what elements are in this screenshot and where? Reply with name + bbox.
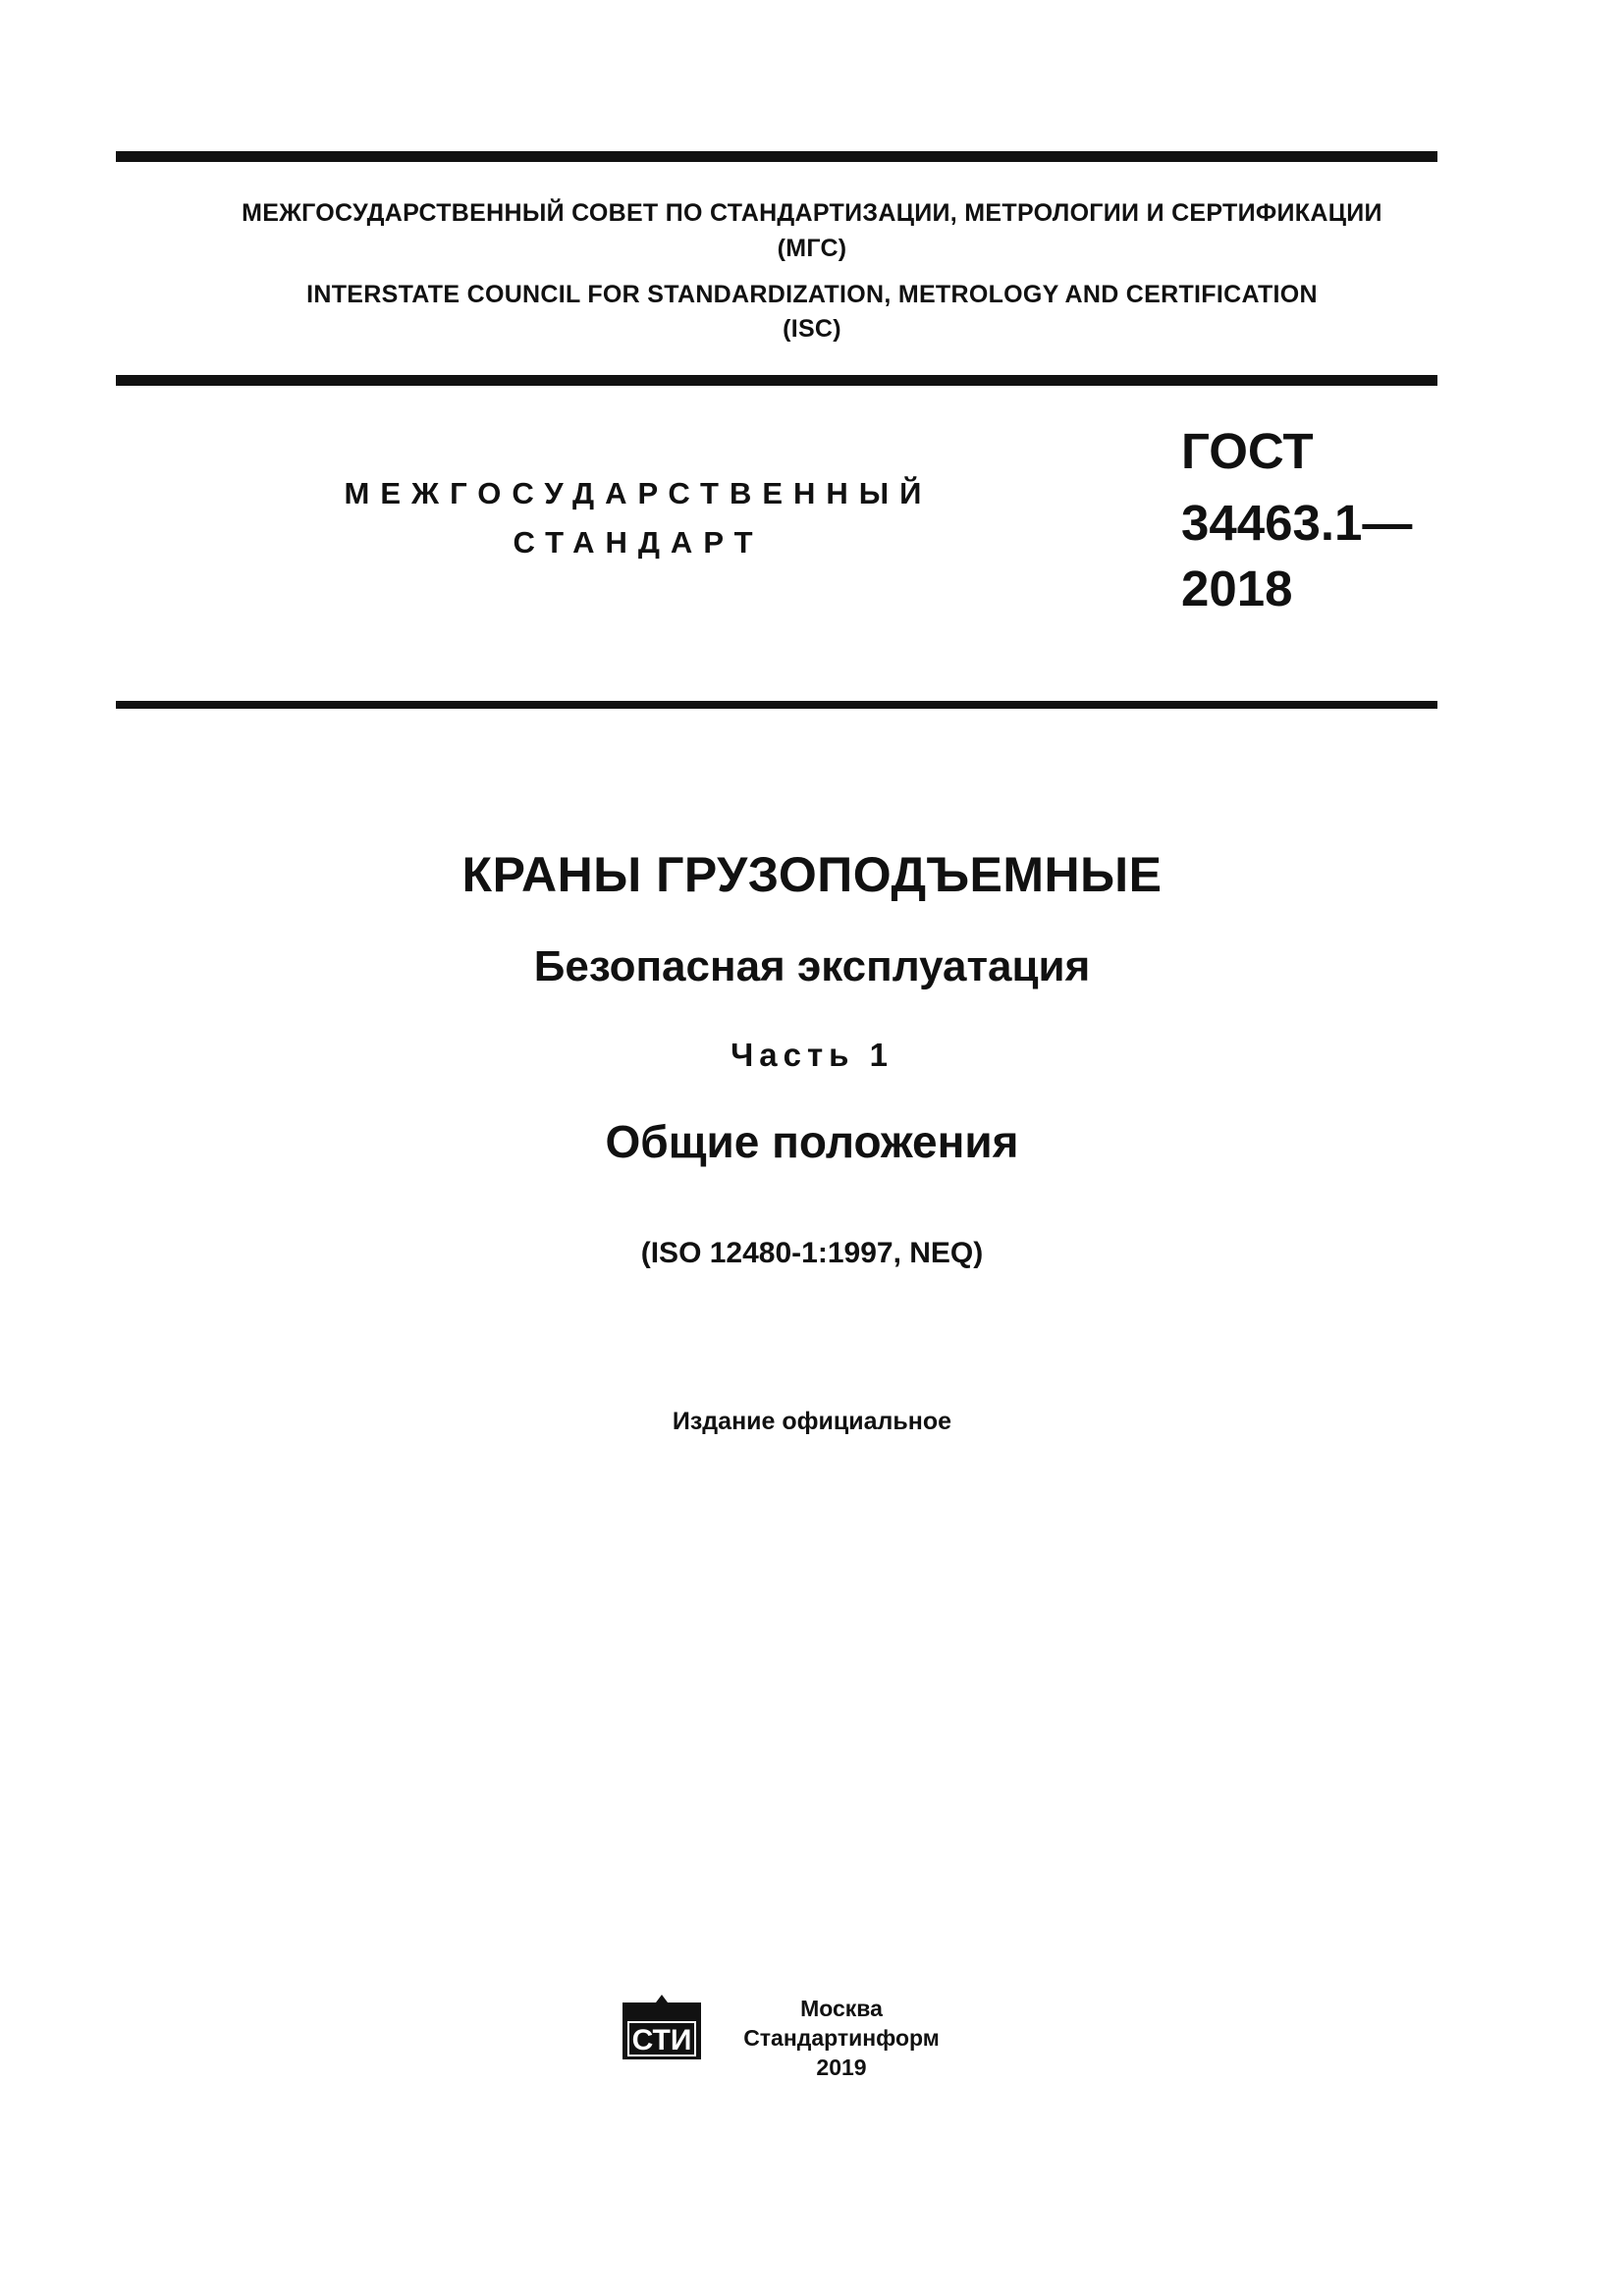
gost-year: 2018 bbox=[1181, 561, 1293, 616]
council-name-ru: МЕЖГОСУДАРСТВЕННЫЙ СОВЕТ ПО СТАНДАРТИЗАЦИИ, МЕТРОЛОГИИ И СЕРТИФИКАЦИИ bbox=[242, 199, 1382, 227]
document-part: Часть 1 bbox=[731, 1037, 893, 1073]
council-abbr-ru: (МГС) bbox=[777, 235, 847, 262]
council-abbr-en: (ISC) bbox=[783, 315, 841, 343]
top-rule bbox=[116, 151, 1437, 162]
publisher-name: Стандартинформ bbox=[743, 2025, 940, 2051]
logo-text: СТИ bbox=[631, 2024, 692, 2056]
edition-note: Издание официальное bbox=[672, 1408, 952, 1435]
gost-number: 34463.1— bbox=[1181, 495, 1413, 551]
document-title: КРАНЫ ГРУЗОПОДЪЕМНЫЕ bbox=[461, 847, 1163, 902]
iso-reference: (ISO 12480-1:1997, NEQ) bbox=[640, 1237, 984, 1269]
header-rule bbox=[116, 375, 1437, 386]
designation-rule bbox=[116, 701, 1437, 709]
standartinform-logo-icon bbox=[617, 1993, 707, 2063]
gost-label: ГОСТ bbox=[1181, 423, 1314, 479]
publisher-city: Москва bbox=[800, 1996, 883, 2021]
publication-year: 2019 bbox=[816, 2055, 867, 2080]
document-subtitle: Безопасная эксплуатация bbox=[533, 942, 1091, 990]
standard-kind-line1: МЕЖГОСУДАРСТВЕННЫЙ bbox=[344, 476, 933, 510]
document-part-name: Общие положения bbox=[605, 1116, 1019, 1167]
standard-kind-line2: СТАНДАРТ bbox=[513, 525, 764, 560]
council-name-en: INTERSTATE COUNCIL FOR STANDARDIZATION, METROLOGY AND CERTIFICATION bbox=[306, 281, 1318, 308]
